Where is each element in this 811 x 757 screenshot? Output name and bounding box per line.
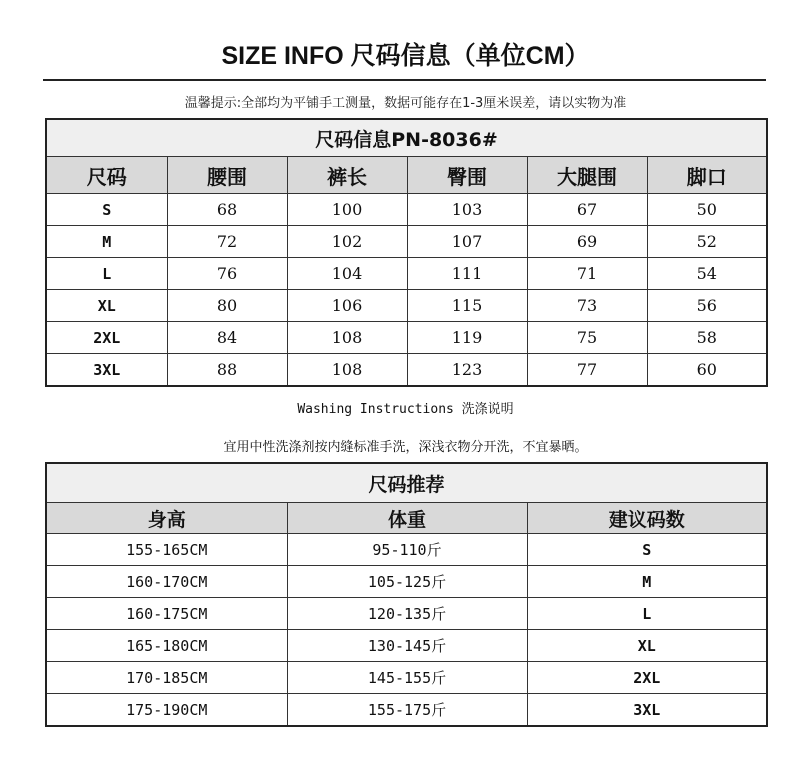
thigh-cell: 75 [527,322,647,354]
size-cell: M [46,226,167,258]
table-row [46,258,767,290]
table-row [46,566,767,598]
weight-col-header: 体重 [287,503,527,534]
thigh-col-header: 大腿围 [527,157,647,194]
hip-cell: 123 [407,354,527,387]
waist-cell: 72 [167,226,287,258]
height-cell: 165-180CM [46,630,287,662]
hip-cell: 103 [407,194,527,226]
table-row [46,290,767,322]
thigh-cell: 67 [527,194,647,226]
page-title: SIZE INFO 尺码信息（单位CM） [221,42,590,70]
waist-cell: 80 [167,290,287,322]
weight-cell: 105-125斤 [287,566,527,598]
hem-cell: 60 [647,354,767,387]
suggested-size-cell: 3XL [527,694,767,727]
hem-cell: 50 [647,194,767,226]
weight-cell: 145-155斤 [287,662,527,694]
thigh-cell: 73 [527,290,647,322]
size-recommendation-table [45,462,768,727]
hip-cell: 119 [407,322,527,354]
weight-cell: 130-145斤 [287,630,527,662]
length-cell: 100 [287,194,407,226]
length-cell: 102 [287,226,407,258]
hip-col-header: 臀围 [407,157,527,194]
waist-cell: 76 [167,258,287,290]
size-col-header: 尺码 [46,157,167,194]
suggested-size-cell: XL [527,630,767,662]
hem-col-header: 脚口 [647,157,767,194]
hem-cell: 58 [647,322,767,354]
hem-cell: 54 [647,258,767,290]
length-cell: 104 [287,258,407,290]
waist-cell: 68 [167,194,287,226]
height-cell: 155-165CM [46,534,287,566]
waist-cell: 84 [167,322,287,354]
height-cell: 160-170CM [46,566,287,598]
weight-cell: 155-175斤 [287,694,527,727]
suggested-size-cell: 2XL [527,662,767,694]
table-row [46,322,767,354]
table-row [46,662,767,694]
washing-text: 宜用中性洗涤剂按内缝标准手洗，深浅衣物分开洗，不宜暴晒。 [223,440,588,455]
table-row [46,598,767,630]
size-cell: L [46,258,167,290]
table-row [46,226,767,258]
weight-cell: 120-135斤 [287,598,527,630]
table-row [46,534,767,566]
suggested-size-cell: S [527,534,767,566]
height-cell: 160-175CM [46,598,287,630]
height-cell: 175-190CM [46,694,287,727]
thigh-cell: 71 [527,258,647,290]
size-cell: S [46,194,167,226]
weight-cell: 95-110斤 [287,534,527,566]
washing-title: Washing Instructions 洗涤说明 [297,402,514,417]
length-col-header: 裤长 [287,157,407,194]
recommend-table-caption: 尺码推荐 [46,463,767,503]
table-row [46,694,767,727]
hip-cell: 107 [407,226,527,258]
suggested-size-col-header: 建议码数 [527,503,767,534]
hip-cell: 115 [407,290,527,322]
title-divider [43,79,766,81]
table-row [46,630,767,662]
size-table-caption: 尺码信息PN-8036# [46,119,767,157]
size-cell: XL [46,290,167,322]
table-row [46,354,767,387]
size-cell: 3XL [46,354,167,387]
thigh-cell: 69 [527,226,647,258]
length-cell: 106 [287,290,407,322]
thigh-cell: 77 [527,354,647,387]
hip-cell: 111 [407,258,527,290]
table-row [46,194,767,226]
hem-cell: 56 [647,290,767,322]
measurement-notice: 温馨提示:全部均为平铺手工测量，数据可能存在1-3厘米误差，请以实物为准 [184,96,627,111]
waist-cell: 88 [167,354,287,387]
height-col-header: 身高 [46,503,287,534]
suggested-size-cell: M [527,566,767,598]
size-info-table [45,118,768,387]
height-cell: 170-185CM [46,662,287,694]
waist-col-header: 腰围 [167,157,287,194]
size-cell: 2XL [46,322,167,354]
length-cell: 108 [287,354,407,387]
length-cell: 108 [287,322,407,354]
suggested-size-cell: L [527,598,767,630]
hem-cell: 52 [647,226,767,258]
